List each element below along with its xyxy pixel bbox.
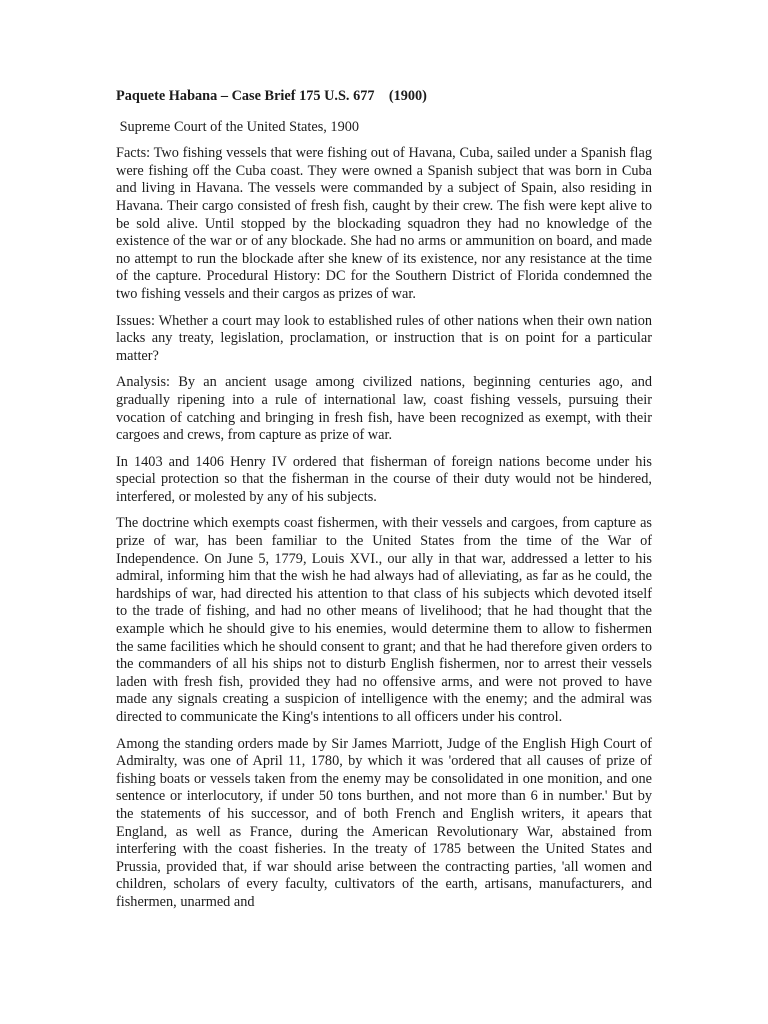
court-line: Supreme Court of the United States, 1900 <box>116 118 360 135</box>
paragraph-henry-iv: In 1403 and 1406 Henry IV ordered that fisherman of foreign nations become under his special protection so that the fisherman in the course of their duty would not be hindered, interfered, or molested by any of his subjects. <box>116 453 652 505</box>
paragraph-analysis: Analysis: By an ancient usage among civilized nations, beginning centuries ago, and gradually ripening into a rule of international law, coast fishing vessels, pursuing their vocation of catching and bringing in fresh fish, have been recognized as exempt, with their cargoes and crews, from capture as prize of war. <box>116 374 652 444</box>
paragraph-standing-orders: Among the standing orders made by Sir James Marriott, Judge of the English High Court of Admiralty, was one of April 11, 1780, by which it was 'ordered that all causes of prize of fishing boats or vessels taken from the enemy may be consolidated in one monition, and one sentence or interlocutory, if under 50 tons burthen, and not more than 6 in number.' But by the statements of his successor, and of both French and English writers, it apears that England, as well as France, during the American Revolutionary War, abstained from interfering with the coast fisheries. In the treaty of 1785 between the United States and Prussia, provided that, if war should arise between the contracting parties, 'all women and children, scholars of every faculty, cultivators of the earth, artisans, manufacturers, and fishermen, unarmed and <box>116 735 652 910</box>
paragraph-facts: Facts: Two fishing vessels that were fishing out of Havana, Cuba, sailed under a Spanish flag were fishing off the Cuba coast. They were owned a Spanish subject that was born in Cuba and living in Havana. The vessels were commanded by a subject of Spain, also residing in Havana. Their cargo consisted of fresh fish, caught by their crew. The fish were kept alive to be sold alive. Until stopped by the blockading squadron they had no knowledge of the existence of the war or of any blockade. She had no arms or ammunition on board, and made no attempt to run the blockade after she knew of its existence, nor any resistance at the time of the capture. Procedural History: DC for the Southern District of Florida condemned the two fishing vessels and their cargos as prizes of war. <box>116 145 652 302</box>
document-body <box>116 88 652 921</box>
paragraph-doctrine: The doctrine which exempts coast fishermen, with their vessels and cargoes, from capture as prize of war, has been familiar to the United States from the time of the War of Independence. On June 5, 1779, Louis XVI., our ally in that war, addressed a letter to his admiral, informing him that the wish he had always had of alleviating, as far as he could, the hardships of war, had directed his attention to that class of his subjects which devoted itself to the trade of fishing, and had no other means of livelihood; that he had thought that the example which he should give to his enemies, would determine them to allow to fishermen the same facilities which he should consent to grant; and that he had therefore given orders to the commanders of all his ships not to disturb English fishermen, nor to arrest their vessels laden with fresh fish, provided they had no offensive arms, and were not proved to have made any signals creating a suspicion of intelligence with the enemy; and the admiral was directed to communicate the King's intentions to all officers under his control. <box>116 515 652 725</box>
document-title: Paquete Habana – Case Brief 175 U.S. 677 (1900) <box>116 88 427 104</box>
paragraph-issues: Issues: Whether a court may look to established rules of other nations when their own nation lacks any treaty, legislation, proclamation, or instruction that is on point for a particular matter? <box>116 312 652 364</box>
